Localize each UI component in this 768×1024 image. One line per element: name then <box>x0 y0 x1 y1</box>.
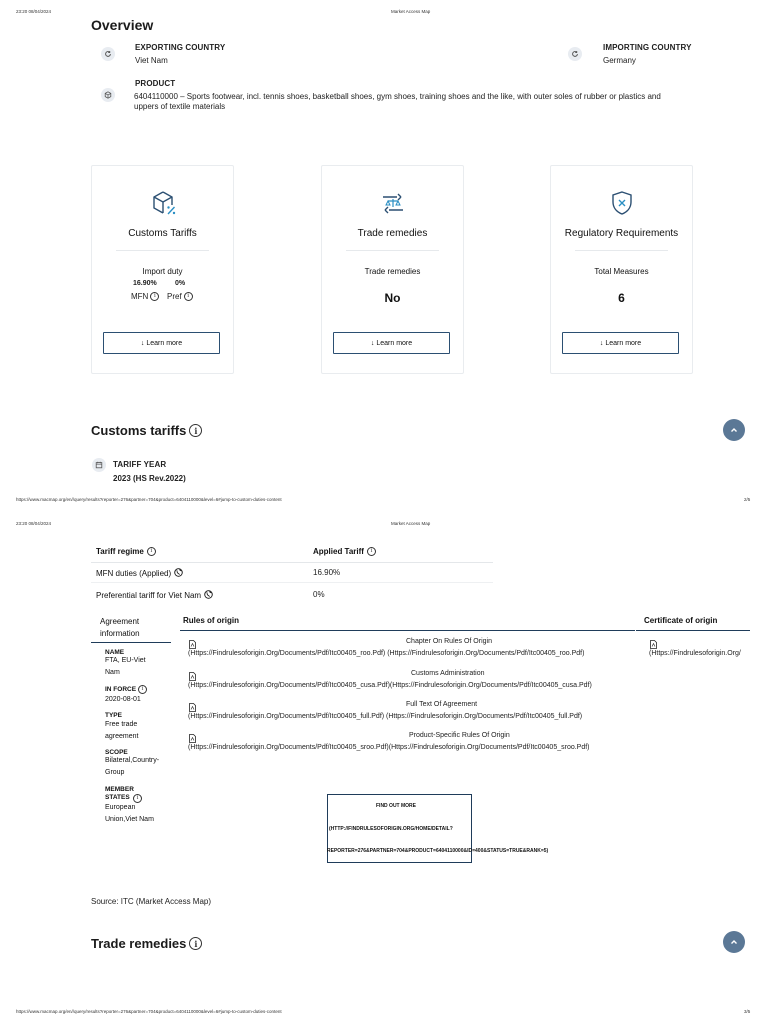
info-icon[interactable]: i <box>189 424 202 437</box>
applied-tariff-label: Applied Tariff <box>313 547 364 556</box>
importing-country-label: IMPORTING COUNTRY <box>603 43 692 52</box>
type-label: TYPE <box>105 712 122 719</box>
card-subtitle: Total Measures <box>594 267 649 276</box>
product-label: PRODUCT <box>135 79 176 88</box>
calendar-icon <box>92 458 106 472</box>
name-value: FTA, EU-Viet Nam <box>105 657 146 676</box>
learn-more-button[interactable] <box>333 332 450 354</box>
scope-value: Bilateral,Country-Group <box>105 757 160 776</box>
mfn-value: 16.90% <box>133 280 157 287</box>
trade-remedies-title: Trade remedies <box>91 936 187 951</box>
regulatory-requirements-card <box>550 165 693 374</box>
scroll-to-top-button[interactable] <box>723 419 745 441</box>
table-divider <box>91 562 493 563</box>
type-value: Free trade agreement <box>105 721 139 740</box>
rule-title[interactable]: Customs Administration <box>411 670 485 677</box>
header-underline <box>636 630 750 631</box>
table-row <box>96 568 183 579</box>
learn-more-label: Learn more <box>605 339 642 347</box>
arrow-down-icon: ↓ <box>140 339 145 347</box>
info-icon[interactable]: i <box>133 794 142 803</box>
card-divider <box>575 250 668 251</box>
card-title: Customs Tariffs <box>128 228 197 239</box>
learn-more-label: Learn more <box>376 339 413 347</box>
customs-tariffs-title: Customs tariffs <box>91 423 187 438</box>
rule-url[interactable]: (Https://Findrulesoforigin.Org/Documents/Pdf/Itc00405_sroo.Pdf)(Https://Findrulesoforigin.Org/Documents/Pdf/Itc00405_sroo.Pdf) <box>188 744 590 751</box>
globe-icon <box>204 590 213 601</box>
rule-title[interactable]: Full Text Of Agreement <box>406 701 478 708</box>
info-icon[interactable]: i <box>189 937 202 950</box>
scroll-to-top-button[interactable] <box>723 931 745 953</box>
tariff-row-value: 16.90% <box>313 568 341 577</box>
total-measures-value: 6 <box>618 291 625 305</box>
pref-value: 0% <box>175 280 186 287</box>
print-footer-url: https://www.macmap.org/en//query/results?reporter=276&partner=704&product=6404110000&level=6#jump-to-custom-duties-content <box>16 497 282 502</box>
in-force-label: IN FORCE <box>105 686 137 693</box>
in-force-value: 2020-08-01 <box>105 696 141 703</box>
globe-icon <box>174 568 183 579</box>
rule-title[interactable]: Product-Specific Rules Of Origin <box>409 732 510 739</box>
trade-remedies-value: No <box>384 291 401 305</box>
box-icon <box>101 88 115 102</box>
tariff-row-label: Preferential tariff for Viet Nam <box>96 591 202 600</box>
header-underline <box>180 630 635 631</box>
product-value: 6404110000 – Sports footwear, incl. tennis shoes, basketball shoes, gym shoes, training shoes and the like, with outer soles of rubber or plastics and uppers of textile materials <box>134 92 661 111</box>
find-out-more-url-1: (HTTP://FINDRULESOFORIGIN.ORG/HOME/DETAIL? <box>329 826 453 832</box>
print-page-title: Market Access Map <box>391 521 431 526</box>
mfn-label: MFN <box>131 292 149 301</box>
card-subtitle: Trade remedies <box>364 267 421 276</box>
chevron-up-icon <box>729 425 739 435</box>
certificate-url[interactable]: (Https://Findrulesoforigin.Org/ <box>649 650 741 657</box>
find-out-more-button[interactable] <box>327 794 549 863</box>
scope-label: SCOPE <box>105 749 128 756</box>
learn-more-button[interactable] <box>562 332 679 354</box>
refresh-icon <box>101 47 115 61</box>
learn-more-button[interactable] <box>103 332 220 354</box>
rule-title[interactable]: Chapter On Rules Of Origin <box>406 638 492 645</box>
overview-title: Overview <box>91 17 154 33</box>
print-datetime: 23:20 08/04/2024 <box>16 9 52 14</box>
find-out-more-label: FIND OUT MORE <box>376 803 416 809</box>
info-icon[interactable]: i <box>147 547 156 556</box>
box-percent-icon <box>151 190 177 221</box>
exporting-country-label: EXPORTING COUNTRY <box>135 43 226 52</box>
find-out-more-url-2: REPORTER=276&PARTNER=704&PRODUCT=6404110000&ID=400&STATUS=TRUE&RANK=5) <box>327 848 549 854</box>
customs-tariffs-card <box>91 165 234 374</box>
print-page-title: Market Access Map <box>391 9 431 14</box>
card-subtitle: Import duty <box>142 267 183 276</box>
rule-url[interactable]: (Https://Findrulesoforigin.Org/Documents/Pdf/Itc00405_full.Pdf) (Https://Findrulesoforigin.Org/Documents/Pdf/Itc00405_full.Pdf) <box>188 713 583 720</box>
info-icon[interactable]: i <box>367 547 376 556</box>
table-divider <box>91 582 493 583</box>
card-title: Trade remedies <box>357 228 428 239</box>
tariff-year-label: TARIFF YEAR <box>113 460 167 469</box>
tariff-regime-header <box>96 547 156 556</box>
tariff-regime-label: Tariff regime <box>96 547 144 556</box>
card-title: Regulatory Requirements <box>564 228 679 239</box>
chevron-up-icon <box>729 937 739 947</box>
info-icon[interactable]: i <box>184 292 193 301</box>
card-divider <box>346 250 439 251</box>
trade-remedies-heading <box>91 936 202 951</box>
member-states-label: MEMBER STATES <box>105 786 134 801</box>
print-datetime: 23:20 08/04/2024 <box>16 521 52 526</box>
info-icon[interactable]: i <box>150 292 159 301</box>
tariff-year-value: 2023 (HS Rev.2022) <box>113 474 186 483</box>
importing-country-value: Germany <box>603 56 636 65</box>
mfn-label-group <box>131 292 159 301</box>
print-page-number: 2/5 <box>744 497 751 502</box>
pref-label: Pref <box>167 292 182 301</box>
agreement-info-header: Agreement information <box>100 617 140 638</box>
balance-scale-icon <box>379 189 407 222</box>
card-divider <box>116 250 209 251</box>
in-force-label-group <box>105 685 147 694</box>
customs-tariffs-heading <box>91 423 202 438</box>
info-icon[interactable]: i <box>138 685 147 694</box>
source-note: Source: ITC (Market Access Map) <box>91 897 212 906</box>
arrow-down-icon: ↓ <box>370 339 375 347</box>
table-row <box>96 590 213 601</box>
exporting-country-value: Viet Nam <box>135 56 168 65</box>
rule-url[interactable]: (Https://Findrulesoforigin.Org/Documents/Pdf/Itc00405_roo.Pdf) (Https://Findrulesoforigin.Org/Documents/Pdf/Itc00405_roo.Pdf) <box>188 650 585 657</box>
name-label: NAME <box>105 649 125 656</box>
member-states-value: European Union,Viet Nam <box>105 804 154 823</box>
print-footer-url: https://www.macmap.org/en//query/results?reporter=276&partner=704&product=6404110000&level=6#jump-to-custom-duties-content <box>16 1009 282 1014</box>
applied-tariff-header <box>313 547 376 556</box>
certificate-of-origin-header: Certificate of origin <box>644 616 718 625</box>
learn-more-label: Learn more <box>146 339 183 347</box>
shield-x-icon <box>610 190 634 221</box>
tariff-row-value: 0% <box>313 590 325 599</box>
header-underline <box>91 642 171 643</box>
rule-url[interactable]: (Https://Findrulesoforigin.Org/Documents/Pdf/Itc00405_cusa.Pdf)(Https://Findrulesoforigin.Org/Documents/Pdf/Itc00405_cusa.Pdf) <box>188 682 592 689</box>
pref-label-group <box>167 292 193 301</box>
trade-remedies-card <box>321 165 464 374</box>
arrow-down-icon: ↓ <box>599 339 604 347</box>
refresh-icon <box>568 47 582 61</box>
tariff-row-label: MFN duties (Applied) <box>96 569 172 578</box>
rules-of-origin-header: Rules of origin <box>183 616 239 625</box>
print-page-number: 3/5 <box>744 1009 751 1014</box>
